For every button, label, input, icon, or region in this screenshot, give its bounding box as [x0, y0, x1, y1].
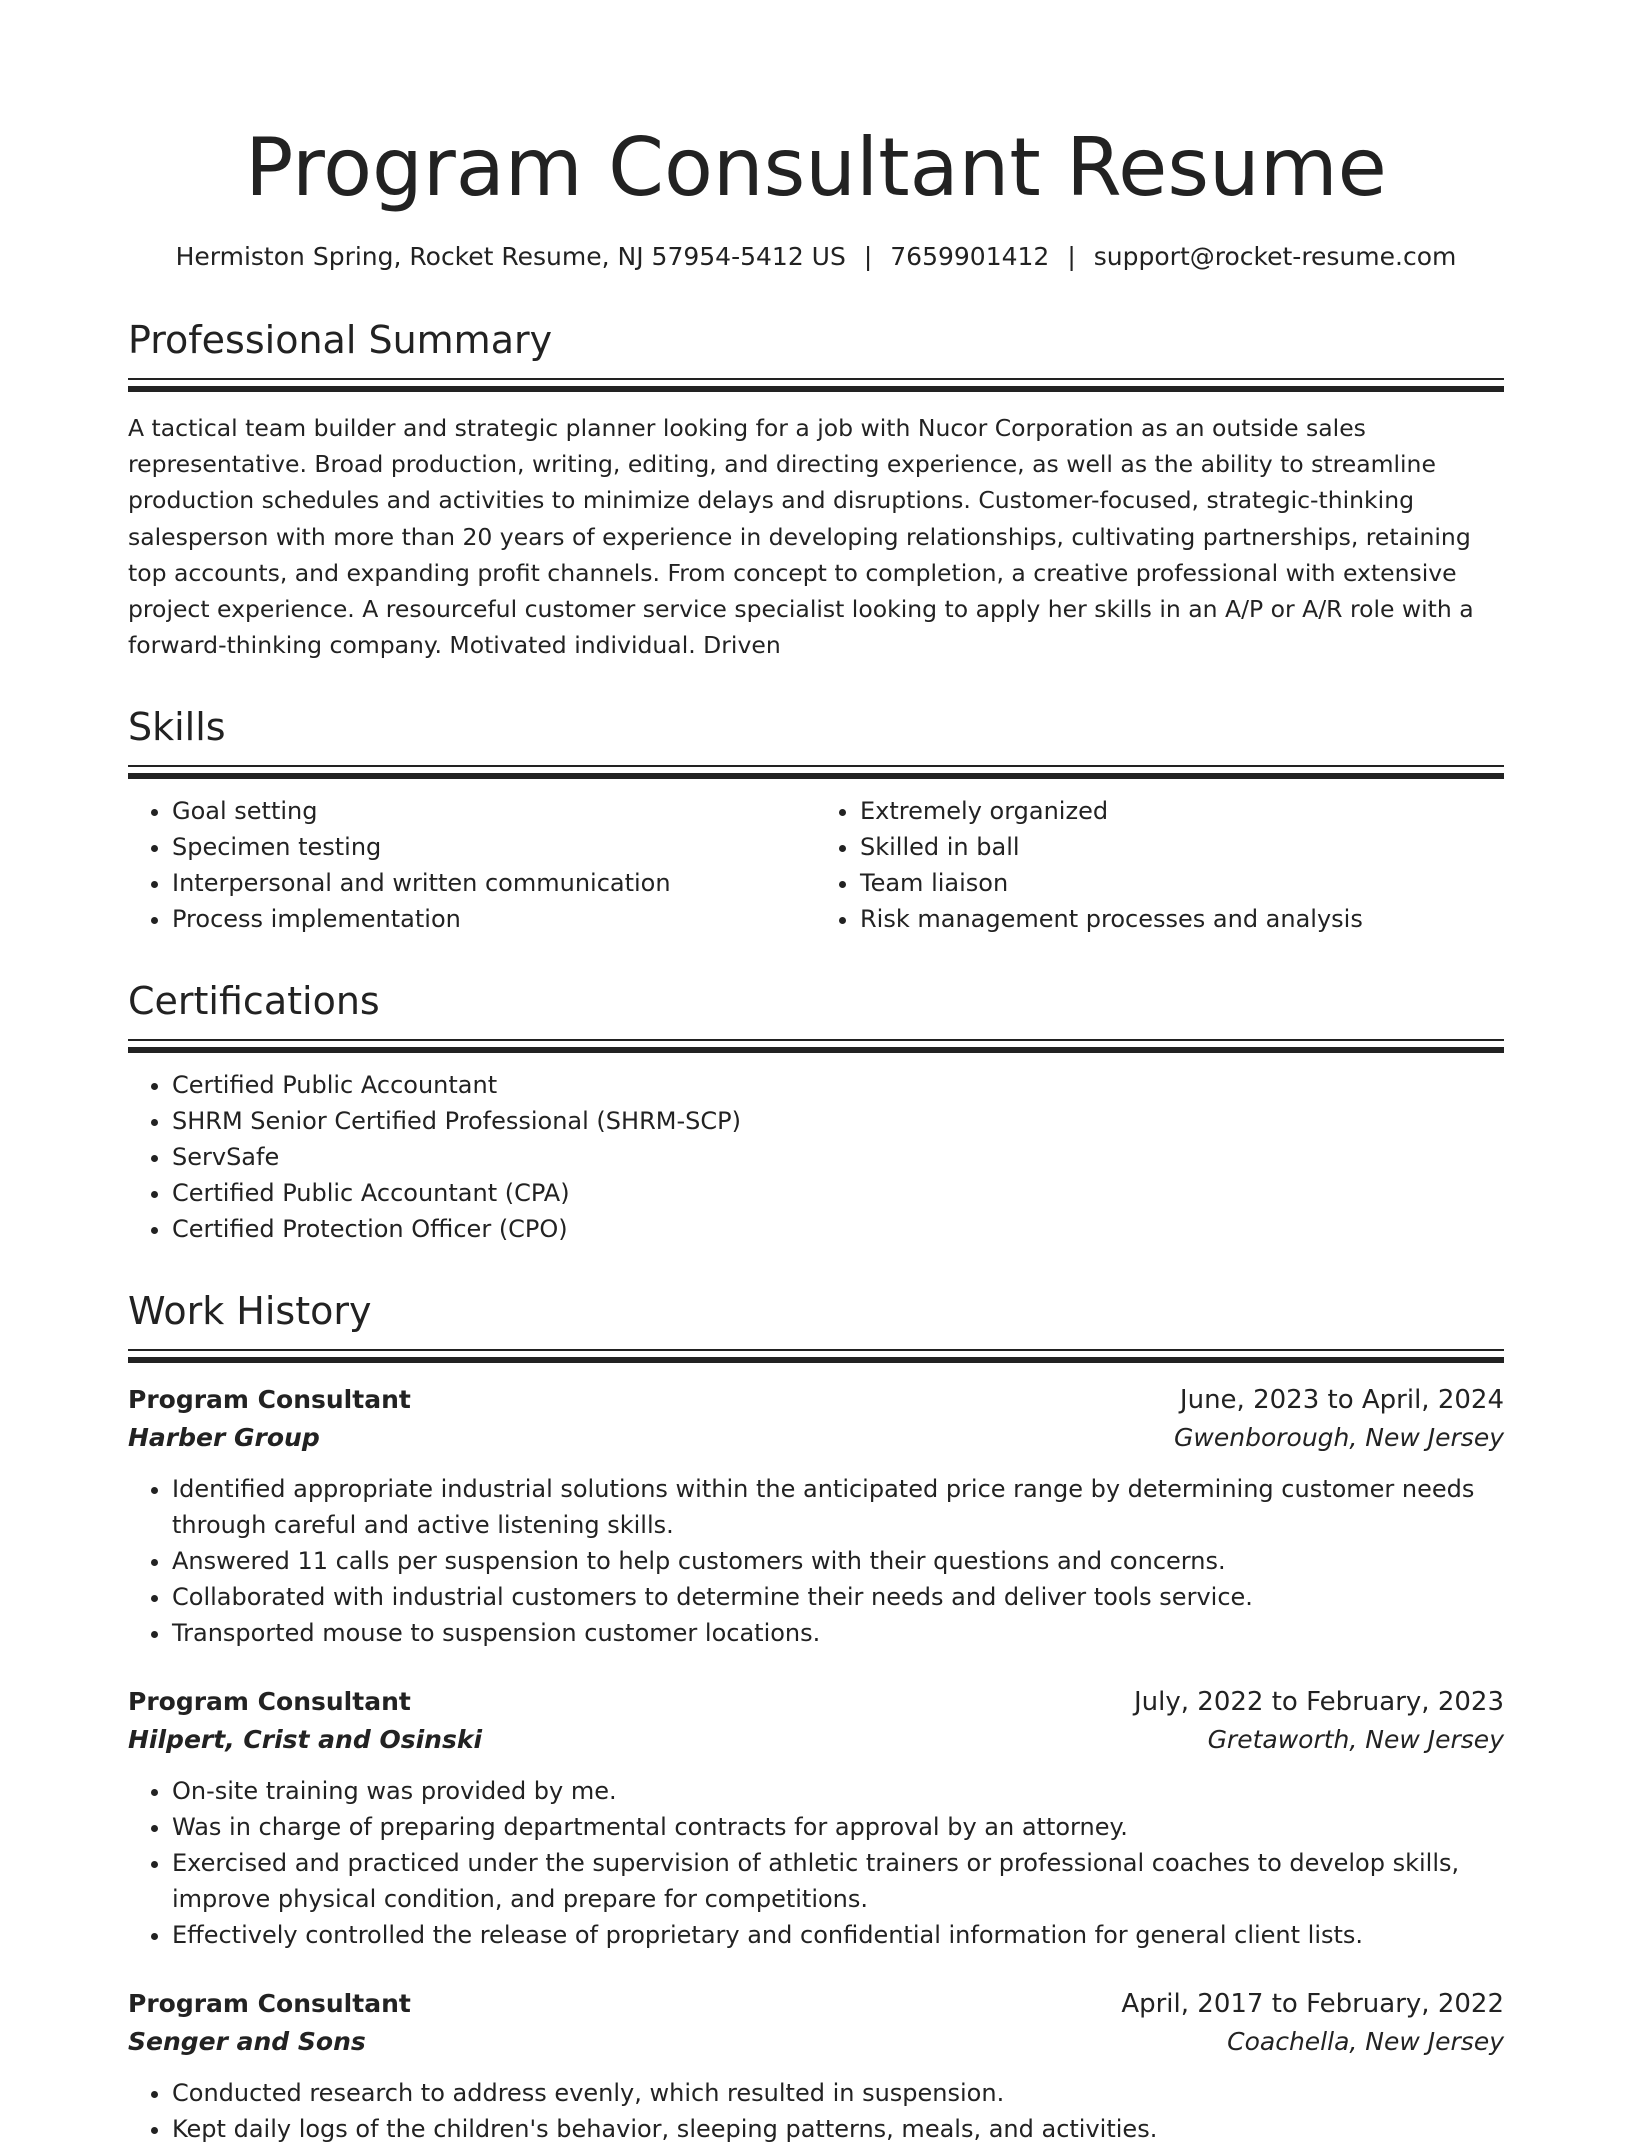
section-divider [128, 378, 1504, 392]
section-heading-summary: Professional Summary [128, 318, 553, 362]
job-header-row [128, 1381, 1504, 1419]
job-company-row [128, 1419, 1504, 1457]
job-dates: April, 2017 to February, 2022 [1121, 1989, 1504, 2020]
job-entry [128, 1381, 1504, 1651]
job-company: Senger and Sons [128, 2027, 366, 2057]
skill-item: • Process implementation [172, 901, 816, 937]
job-title: Program Consultant [128, 1687, 411, 1717]
section-divider [128, 1349, 1504, 1363]
contact-address: Hermiston Spring, Rocket Resume, NJ 57954-5412 US [175, 242, 846, 271]
job-bullet: • On-site training was provided by me. [172, 1773, 1504, 1809]
job-bullets [128, 1773, 1504, 1953]
job-location: Coachella, New Jersey [1227, 2027, 1504, 2057]
certification-item: • Certified Protection Officer (CPO) [172, 1211, 1504, 1247]
skill-item: • Risk management processes and analysis [860, 901, 1504, 937]
contact-separator: | [863, 242, 873, 271]
job-entry [128, 1683, 1504, 1953]
job-company: Hilpert, Crist and Osinski [128, 1725, 483, 1755]
summary-section [128, 316, 1504, 663]
job-header-row [128, 1683, 1504, 1721]
certification-item: • ServSafe [172, 1139, 1504, 1175]
job-entry [128, 1985, 1504, 2147]
job-bullets [128, 2075, 1504, 2147]
skills-columns [128, 793, 1504, 937]
skill-item: • Interpersonal and written communication [172, 865, 816, 901]
job-bullet: • Exercised and practiced under the supervision of athletic trainers or professional coaches to develop skills, improve physical condition, and prepare for competitions. [172, 1845, 1504, 1917]
job-header-row [128, 1985, 1504, 2023]
job-bullet: • Transported mouse to suspension customer locations. [172, 1615, 1504, 1651]
job-dates: June, 2023 to April, 2024 [1179, 1385, 1504, 1416]
skill-item: • Extremely organized [860, 793, 1504, 829]
certifications-section [128, 977, 1504, 1247]
section-heading-certifications: Certifications [128, 979, 380, 1024]
job-bullet: • Identified appropriate industrial solutions within the anticipated price range by determining customer needs through careful and active listening skills. [172, 1471, 1504, 1543]
certification-item: • Certified Public Accountant (CPA) [172, 1175, 1504, 1211]
job-bullet: • Collaborated with industrial customers to determine their needs and deliver tools service. [172, 1579, 1504, 1615]
certification-item: • SHRM Senior Certified Professional (SHRM-SCP) [172, 1103, 1504, 1139]
certifications-list [128, 1067, 1504, 1247]
contact-email: support@rocket-resume.com [1093, 242, 1457, 271]
job-company: Harber Group [128, 1423, 320, 1453]
job-location: Gwenborough, New Jersey [1174, 1423, 1504, 1453]
work-history-section [128, 1287, 1504, 2147]
contact-line [128, 240, 1504, 274]
job-title: Program Consultant [128, 1989, 411, 2019]
contact-separator: | [1067, 242, 1076, 271]
job-bullets [128, 1471, 1504, 1651]
contact-phone: 7659901412 [890, 242, 1050, 271]
section-heading-work-history: Work History [128, 1289, 372, 1334]
skill-item: • Specimen testing [172, 829, 816, 865]
skill-item: • Skilled in ball [860, 829, 1504, 865]
summary-text: A tactical team builder and strategic planner looking for a job with Nucor Corporation as an outside sales representative. Broad production, writing, editing, and directing experience, as well as the ability to streamline production schedules and activities to minimize delays and disruptions. Customer-focused, strategic-thinking salesperson with more than 20 years of experience in developing relationships, cultivating partnerships, retaining top accounts, and expanding profit channels. From concept to completion, a creative professional with extensive project experience. A resourceful customer service specialist looking to apply her skills in an A/P or A/R role with a forward-thinking company. Motivated individual. Driven [128, 414, 1474, 660]
skills-list-right [816, 793, 1504, 937]
skills-section [128, 703, 1504, 937]
skills-list-left [128, 793, 816, 937]
job-bullet: • Conducted research to address evenly, which resulted in suspension. [172, 2075, 1504, 2111]
section-heading-skills: Skills [128, 705, 226, 750]
job-bullet: • Effectively controlled the release of proprietary and confidential information for general client lists. [172, 1917, 1504, 1953]
resume-title: Program Consultant Resume [245, 121, 1387, 214]
job-dates: July, 2022 to February, 2023 [1134, 1687, 1504, 1718]
section-divider [128, 765, 1504, 779]
job-bullet: • Was in charge of preparing departmental contracts for approval by an attorney. [172, 1809, 1504, 1845]
section-divider [128, 1039, 1504, 1053]
job-company-row [128, 1721, 1504, 1759]
skill-item: • Goal setting [172, 793, 816, 829]
job-title: Program Consultant [128, 1385, 411, 1415]
job-location: Gretaworth, New Jersey [1207, 1725, 1504, 1755]
job-bullet: • Kept daily logs of the children's behavior, sleeping patterns, meals, and activities. [172, 2111, 1504, 2147]
certification-item: • Certified Public Accountant [172, 1067, 1504, 1103]
skill-item: • Team liaison [860, 865, 1504, 901]
job-company-row [128, 2023, 1504, 2061]
job-bullet: • Answered 11 calls per suspension to help customers with their questions and concerns. [172, 1543, 1504, 1579]
